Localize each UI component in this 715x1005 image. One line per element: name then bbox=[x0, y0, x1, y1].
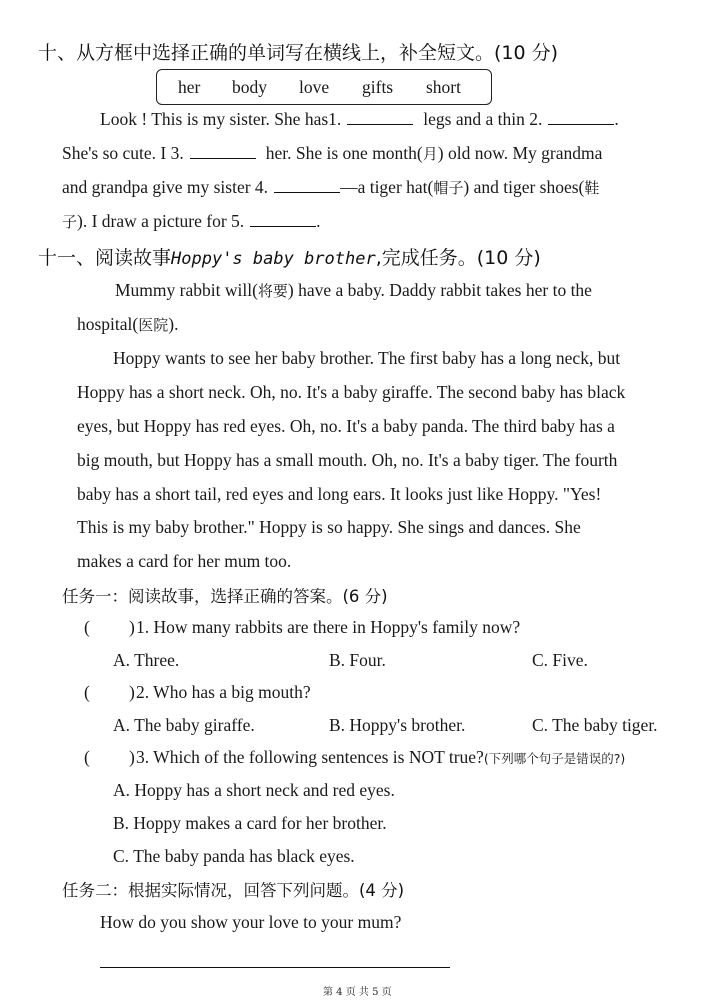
story-intro-line-2: hospital(医院). bbox=[77, 314, 179, 334]
answer-paren-open: ( bbox=[84, 617, 90, 637]
passage-line-4: 子). I draw a picture for 5. . bbox=[62, 211, 321, 231]
passage-line-3: and grandpa give my sister 4. —a tiger hat(帽子) and tiger shoes(鞋 bbox=[62, 177, 600, 197]
option: B. Hoppy's brother. bbox=[329, 715, 466, 735]
question-1: 1. How many rabbits are there in Hoppy's family now? bbox=[136, 617, 521, 637]
section-11-title: 十一、阅读故事Hoppy's baby brother,完成任务。(10 分) bbox=[38, 247, 541, 269]
answer-paren-open: ( bbox=[84, 747, 90, 767]
blank-4[interactable] bbox=[274, 178, 340, 193]
answer-slot-3[interactable] bbox=[94, 744, 128, 766]
word-option: gifts bbox=[362, 77, 394, 97]
blank-5[interactable] bbox=[250, 212, 316, 227]
story-line: makes a card for her mum too. bbox=[77, 551, 292, 571]
word-option: her bbox=[178, 77, 201, 97]
story-line: Hoppy has a short neck. Oh, no. It's a baby giraffe. The second baby has black bbox=[77, 382, 626, 402]
option: C. The baby panda has black eyes. bbox=[113, 846, 355, 866]
page-footer: 第 4 页 共 5 页 bbox=[323, 987, 392, 998]
option: C. The baby tiger. bbox=[532, 715, 658, 735]
word-option: love bbox=[299, 77, 330, 97]
passage-line-2: She's so cute. I 3. her. She is one month(月) old now. My grandma bbox=[62, 143, 603, 163]
blank-3[interactable] bbox=[190, 144, 256, 159]
option: B. Four. bbox=[329, 650, 386, 670]
task-2-title: 任务二：根据实际情况，回答下列问题。(4 分) bbox=[62, 881, 405, 900]
story-line: Hoppy wants to see her baby brother. The first baby has a long neck, but bbox=[113, 348, 621, 368]
passage-line-1: Look ! This is my sister. She has1. legs and a thin 2. . bbox=[100, 109, 619, 129]
story-line: eyes, but Hoppy has red eyes. Oh, no. It's a baby panda. The third baby has a bbox=[77, 416, 615, 436]
answer-paren-close: ) bbox=[129, 682, 135, 702]
word-option: body bbox=[232, 77, 267, 97]
story-intro-line-1: Mummy rabbit will(将要) have a baby. Daddy rabbit takes her to the bbox=[115, 280, 592, 300]
section-10-title: 十、从方框中选择正确的单词写在横线上，补全短文。(10 分) bbox=[38, 42, 559, 64]
story-line: big mouth, but Hoppy has a small mouth. Oh, no. It's a baby tiger. The fourth bbox=[77, 450, 618, 470]
option: A. Three. bbox=[113, 650, 180, 670]
answer-paren-close: ) bbox=[129, 617, 135, 637]
answer-slot-2[interactable] bbox=[94, 679, 128, 701]
task-2-question: How do you show your love to your mum? bbox=[100, 912, 402, 932]
answer-line[interactable] bbox=[100, 967, 450, 968]
option: A. The baby giraffe. bbox=[113, 715, 255, 735]
option: B. Hoppy makes a card for her brother. bbox=[113, 813, 387, 833]
question-2: 2. Who has a big mouth? bbox=[136, 682, 311, 702]
question-3: 3. Which of the following sentences is NOT true?(下列哪个句子是错误的?) bbox=[136, 747, 626, 767]
blank-1[interactable] bbox=[347, 110, 413, 125]
task-1-title: 任务一：阅读故事，选择正确的答案。(6 分) bbox=[62, 587, 388, 606]
blank-2[interactable] bbox=[548, 110, 614, 125]
word-option: short bbox=[426, 77, 461, 97]
option: A. Hoppy has a short neck and red eyes. bbox=[113, 780, 395, 800]
story-line: This is my baby brother." Hoppy is so happy. She sings and dances. She bbox=[77, 517, 581, 537]
story-line: baby has a short tail, red eyes and long ears. It looks just like Hoppy. "Yes! bbox=[77, 484, 602, 504]
answer-paren-open: ( bbox=[84, 682, 90, 702]
answer-slot-1[interactable] bbox=[94, 614, 128, 636]
answer-paren-close: ) bbox=[129, 747, 135, 767]
option: C. Five. bbox=[532, 650, 588, 670]
